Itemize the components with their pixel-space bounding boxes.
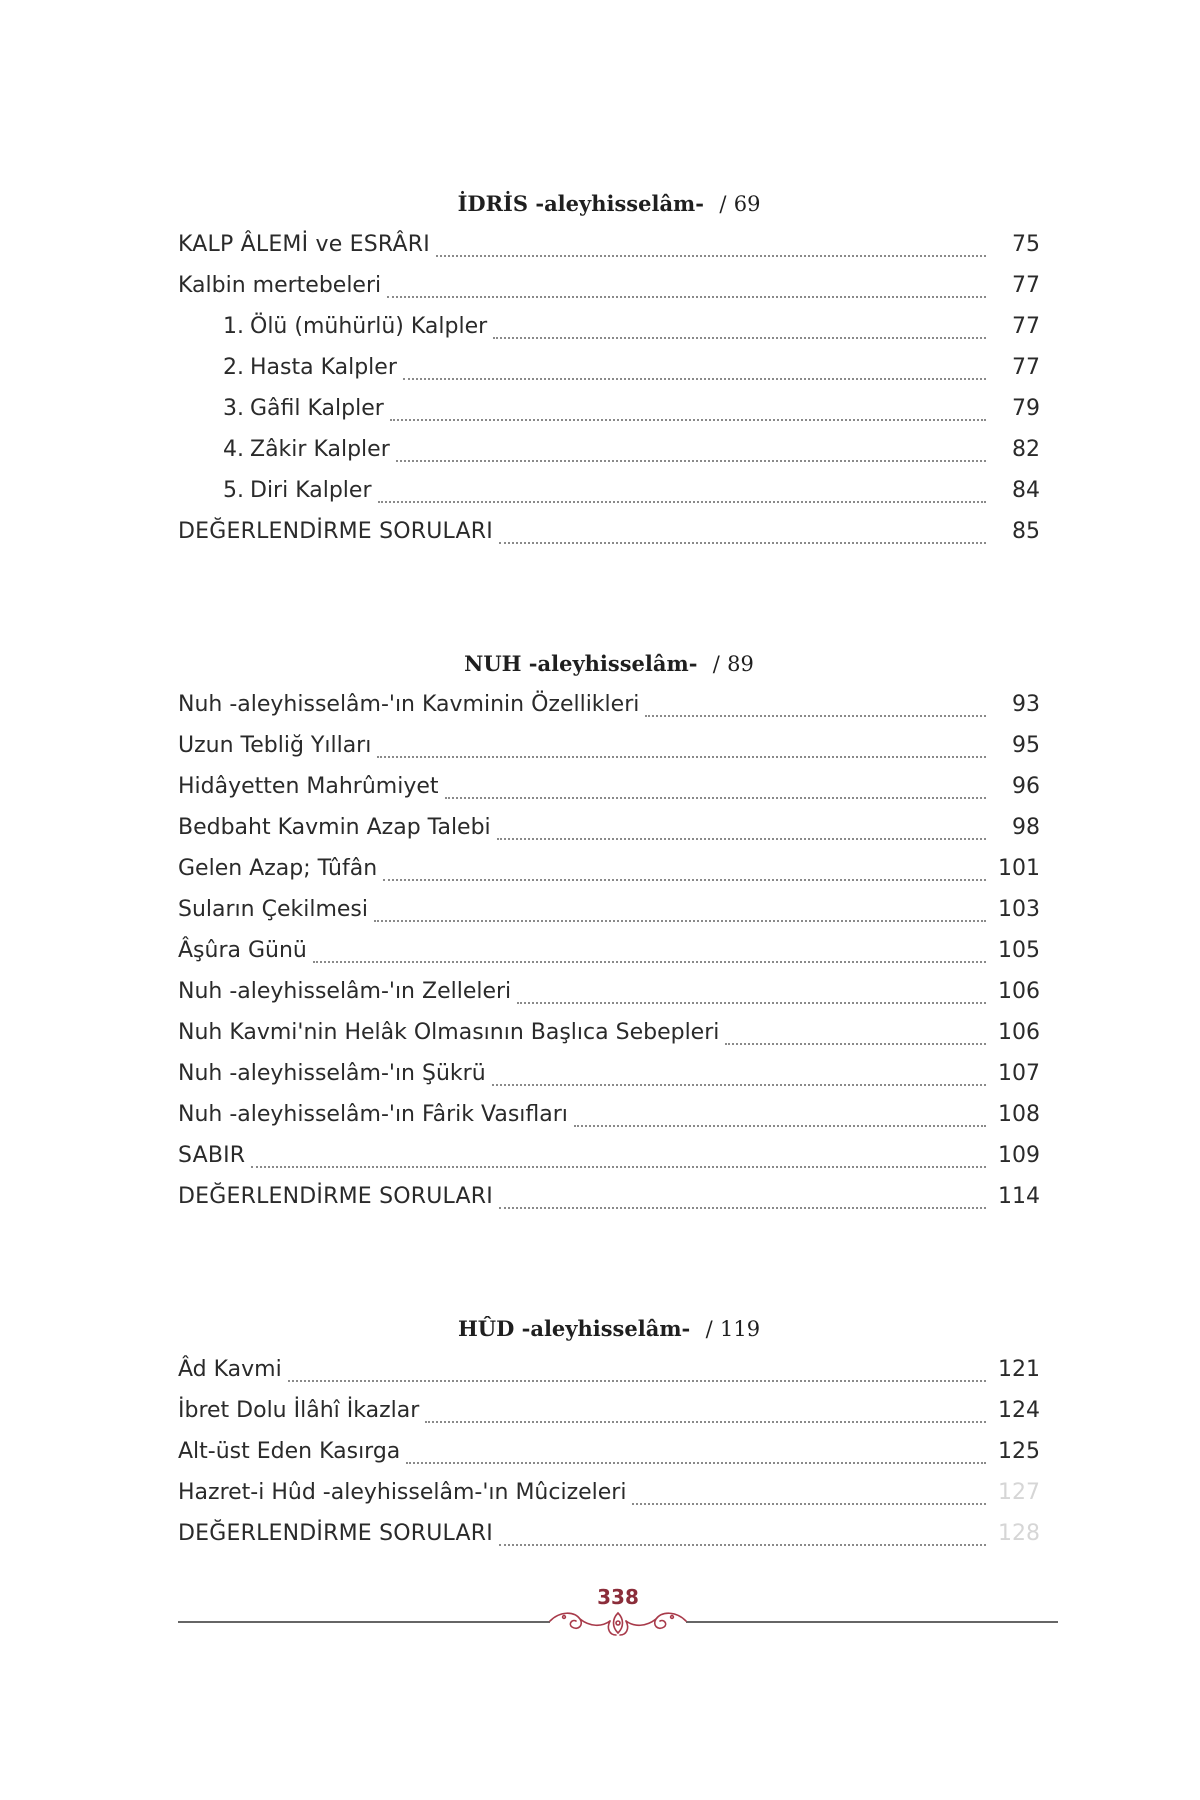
- toc-entry[interactable]: [178, 511, 1040, 552]
- toc-entry-label: Nuh -aleyhisselâm-'ın Kavminin Özellikleri: [178, 692, 640, 717]
- table-of-contents: [178, 190, 1040, 1652]
- section-page: 119: [719, 1317, 761, 1341]
- dot-leader: [425, 1421, 986, 1423]
- toc-entry-label: İbret Dolu İlâhî İkazlar: [178, 1398, 420, 1423]
- toc-entry-label: [223, 429, 396, 470]
- toc-entry[interactable]: [178, 1012, 1040, 1053]
- toc-entry-label: Hidâyetten Mahrûmiyet: [178, 774, 439, 799]
- toc-subentry[interactable]: [178, 470, 1040, 511]
- toc-entry-page: 105: [998, 938, 1040, 963]
- dot-leader: [403, 378, 986, 380]
- section-separator: /: [705, 1317, 713, 1341]
- section-title: İDRİS: [457, 191, 529, 216]
- toc-subentry[interactable]: [178, 306, 1040, 347]
- toc-entry[interactable]: [178, 889, 1040, 930]
- toc-entry-page: 124: [998, 1398, 1040, 1423]
- toc-entry[interactable]: [178, 971, 1040, 1012]
- toc-entry-page: 121: [998, 1357, 1040, 1382]
- toc-entry-page: 77: [1012, 355, 1040, 380]
- footer-rule-left: [178, 1621, 550, 1623]
- toc-entry-page: 85: [1012, 519, 1040, 544]
- toc-entry-label: Suların Çekilmesi: [178, 897, 368, 922]
- section-subtitle: -aleyhisselâm-: [521, 1316, 691, 1341]
- dot-leader: [493, 337, 986, 339]
- dot-leader: [499, 1207, 986, 1209]
- dot-leader: [497, 838, 986, 840]
- toc-entry-text: Diri Kalpler: [250, 478, 372, 503]
- toc-entry[interactable]: [178, 725, 1040, 766]
- toc-entry-page: 109: [998, 1143, 1040, 1168]
- toc-entry-page: 103: [998, 897, 1040, 922]
- toc-entry-number: 4.: [223, 437, 244, 462]
- dot-leader: [499, 1544, 986, 1546]
- dot-leader: [406, 1462, 986, 1464]
- dot-leader: [313, 961, 986, 963]
- dot-leader: [517, 1002, 986, 1004]
- section-page: 89: [727, 652, 754, 676]
- toc-entry-label: Âd Kavmi: [178, 1357, 282, 1382]
- dot-leader: [499, 542, 986, 544]
- toc-entry[interactable]: [178, 1349, 1040, 1390]
- dot-leader: [383, 879, 986, 881]
- toc-entry-page: 114: [998, 1184, 1040, 1209]
- dot-leader: [288, 1380, 986, 1382]
- toc-entry-page: 77: [1012, 314, 1040, 339]
- toc-entry[interactable]: [178, 1431, 1040, 1472]
- dot-leader: [390, 419, 986, 421]
- dot-leader: [396, 460, 986, 462]
- toc-entry-label: [223, 470, 378, 511]
- toc-entry-page: 95: [1012, 733, 1040, 758]
- toc-entry-page: 125: [998, 1439, 1040, 1464]
- dot-leader: [374, 920, 986, 922]
- toc-section-nuh: [178, 650, 1040, 1217]
- toc-entry[interactable]: [178, 1176, 1040, 1217]
- toc-entry-page: 128: [998, 1521, 1040, 1546]
- toc-entry-label: Nuh Kavmi'nin Helâk Olmasının Başlıca Sebepleri: [178, 1020, 720, 1045]
- section-subtitle: -aleyhisselâm-: [535, 191, 704, 216]
- toc-entry-page: 108: [998, 1102, 1040, 1127]
- toc-entry[interactable]: [178, 224, 1040, 265]
- toc-entry[interactable]: [178, 1390, 1040, 1431]
- toc-entry-page: 77: [1012, 273, 1040, 298]
- toc-entry-page: 127: [998, 1480, 1040, 1505]
- toc-entry[interactable]: [178, 1513, 1040, 1554]
- toc-entry-label: KALP ÂLEMİ ve ESRÂRI: [178, 232, 430, 257]
- section-page: 69: [733, 192, 761, 216]
- toc-entry[interactable]: [178, 848, 1040, 889]
- toc-entry-text: Zâkir Kalpler: [250, 437, 390, 462]
- toc-section-idris: [178, 190, 1040, 552]
- toc-entry[interactable]: [178, 807, 1040, 848]
- dot-leader: [377, 756, 986, 758]
- toc-entry-page: 98: [1012, 815, 1040, 840]
- ornament-icon: [544, 1605, 692, 1639]
- toc-entry-page: 106: [998, 1020, 1040, 1045]
- section-heading: [178, 650, 1040, 678]
- dot-leader: [492, 1084, 986, 1086]
- dot-leader: [632, 1503, 986, 1505]
- toc-entry-label: [223, 347, 403, 388]
- toc-entry-text: Gâfil Kalpler: [250, 396, 384, 421]
- toc-entry-label: Âşûra Günü: [178, 938, 307, 963]
- toc-entry-page: 107: [998, 1061, 1040, 1086]
- dot-leader: [725, 1043, 986, 1045]
- toc-entry-number: 1.: [223, 314, 244, 339]
- toc-subentry[interactable]: [178, 388, 1040, 429]
- toc-entry[interactable]: [178, 766, 1040, 807]
- toc-entry-page: 96: [1012, 774, 1040, 799]
- toc-entry-label: Kalbin mertebeleri: [178, 273, 382, 298]
- page-number: 338: [597, 1585, 639, 1609]
- toc-entry-label: Uzun Tebliğ Yılları: [178, 733, 372, 758]
- toc-entry[interactable]: [178, 1135, 1040, 1176]
- toc-entry[interactable]: [178, 1472, 1040, 1513]
- section-title: HÛD: [457, 1316, 515, 1341]
- toc-entry-page: 101: [998, 856, 1040, 881]
- toc-entry-label: [223, 306, 493, 347]
- toc-subentry[interactable]: [178, 347, 1040, 388]
- toc-entry-text: Hasta Kalpler: [250, 355, 397, 380]
- toc-entry-page: 106: [998, 979, 1040, 1004]
- toc-subentry[interactable]: [178, 429, 1040, 470]
- toc-entry-text: Ölü (mühürlü) Kalpler: [250, 314, 488, 339]
- toc-entry-page: 79: [1012, 396, 1040, 421]
- toc-entry-label: SABIR: [178, 1143, 246, 1168]
- toc-section-hud: [178, 1315, 1040, 1554]
- toc-entry[interactable]: [178, 1094, 1040, 1135]
- dot-leader: [387, 296, 986, 298]
- toc-entry-label: Hazret-i Hûd -aleyhisselâm-'ın Mûcizeleri: [178, 1480, 627, 1505]
- footer-rule-right: [686, 1621, 1058, 1623]
- toc-entry-label: Alt-üst Eden Kasırga: [178, 1439, 401, 1464]
- toc-entry-label: Nuh -aleyhisselâm-'ın Fârik Vasıfları: [178, 1102, 568, 1127]
- toc-entry-label: DEĞERLENDİRME SORULARI: [178, 519, 493, 544]
- toc-entry-number: 2.: [223, 355, 244, 380]
- toc-entry-label: [223, 388, 390, 429]
- section-heading: [178, 1315, 1040, 1343]
- dot-leader: [645, 715, 986, 717]
- toc-entry-label: DEĞERLENDİRME SORULARI: [178, 1184, 493, 1209]
- toc-entry-page: 82: [1012, 437, 1040, 462]
- toc-entry-number: 3.: [223, 396, 244, 421]
- toc-entry[interactable]: [178, 684, 1040, 725]
- toc-entry-label: DEĞERLENDİRME SORULARI: [178, 1521, 493, 1546]
- dot-leader: [251, 1166, 986, 1168]
- toc-entry-page: 75: [1012, 232, 1040, 257]
- section-separator: /: [719, 192, 727, 216]
- section-subtitle: -aleyhisselâm-: [528, 651, 698, 676]
- toc-entry-number: 5.: [223, 478, 244, 503]
- toc-entry-page: 84: [1012, 478, 1040, 503]
- toc-entry-page: 93: [1012, 692, 1040, 717]
- toc-entry[interactable]: [178, 265, 1040, 306]
- section-separator: /: [712, 652, 720, 676]
- dot-leader: [574, 1125, 986, 1127]
- toc-entry-label: Gelen Azap; Tûfân: [178, 856, 378, 881]
- toc-entry-label: Nuh -aleyhisselâm-'ın Zelleleri: [178, 979, 512, 1004]
- section-heading: [178, 190, 1040, 218]
- toc-entry-label: Bedbaht Kavmin Azap Talebi: [178, 815, 491, 840]
- page-footer: [178, 1585, 1058, 1645]
- dot-leader: [378, 501, 987, 503]
- toc-entry[interactable]: [178, 930, 1040, 971]
- toc-entry-label: Nuh -aleyhisselâm-'ın Şükrü: [178, 1061, 486, 1086]
- dot-leader: [436, 255, 986, 257]
- toc-entry[interactable]: [178, 1053, 1040, 1094]
- section-title: NUH: [464, 651, 522, 676]
- dot-leader: [445, 797, 987, 799]
